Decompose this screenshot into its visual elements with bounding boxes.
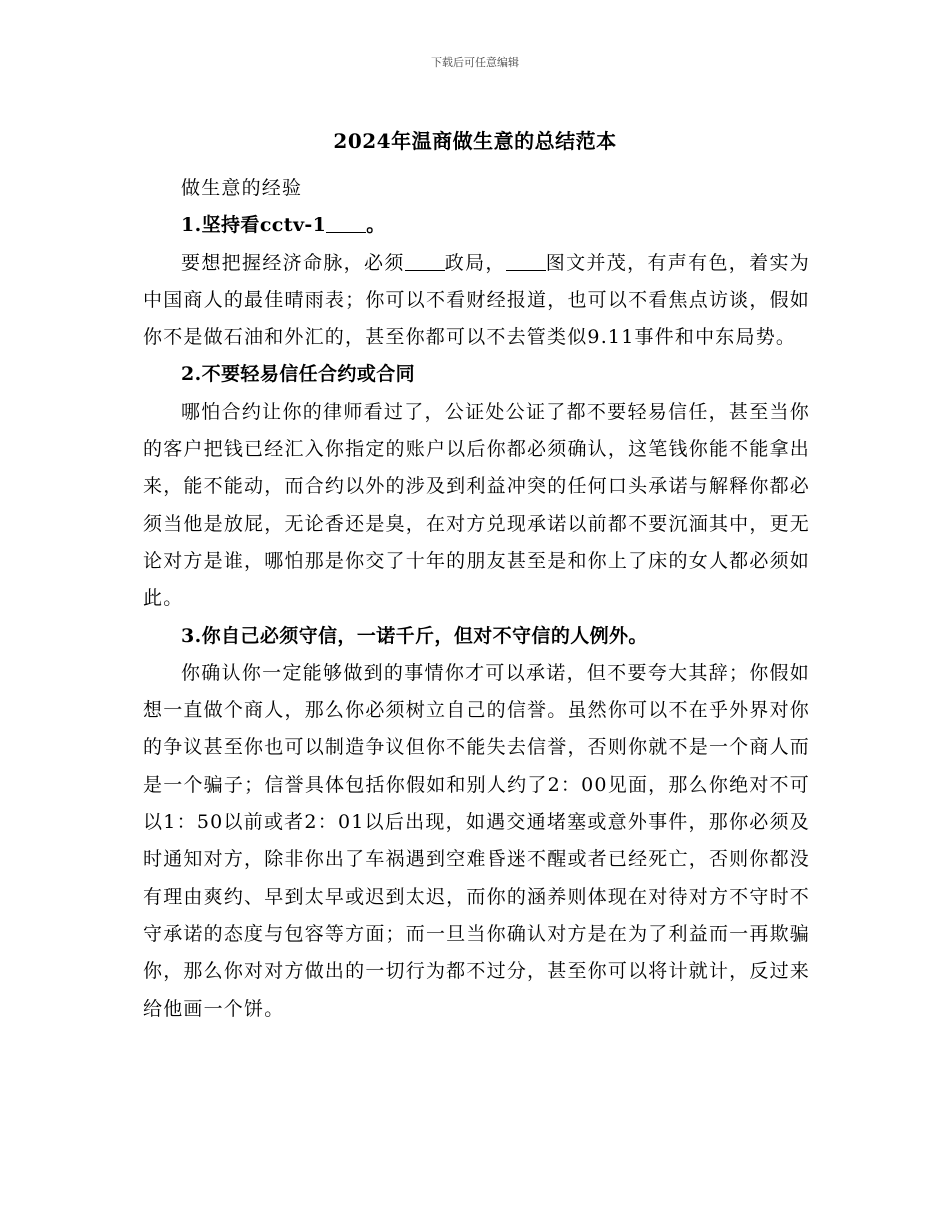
section-1-text-a: 要想把握经济命脉，必须 — [181, 251, 405, 274]
section-1-text-c: 图文并茂，有声有色，着实为中国商人的最佳晴雨表；你可以不看财经报道，也可以不看焦点访谈，假如你不是做石油和外汇的，甚至你都可以不去管类似9.11事件和中东局势。 — [143, 251, 811, 349]
section-1-heading — [143, 207, 810, 244]
document-title: 2024年温商做生意的总结范本 — [333, 129, 617, 153]
intro-paragraph: 做生意的经验 — [181, 177, 303, 199]
section-1-heading-end: 。 — [366, 214, 386, 237]
section-2-heading: 2.不要轻易信任合约或合同 — [181, 363, 416, 386]
section-3-heading: 3.你自己必须守信，一诺千斤，但对不守信的人例外。 — [181, 624, 648, 647]
section-1-heading-text: 1.坚持看cctv-1 — [181, 214, 327, 237]
blank-line — [506, 251, 546, 271]
blank-line — [405, 251, 445, 271]
section-1-paragraph — [143, 245, 810, 357]
blank-line — [326, 213, 366, 233]
section-2-paragraph: 哪怕合约让你的律师看过了，公证处公证了都不要轻易信任，甚至当你的客户把钱已经汇入你指定的账户以后你都必须确认，这笔钱你能不能拿出来，能不能动，而合约以外的涉及到利益冲突的任何口头承诺与解释你都必须当他是放屁，无论香还是臭，在对方兑现承诺以前都不要沉湎其中，更无论对方是谁，哪怕那是你交了十年的朋友甚至是和你上了床的女人都必须如此。 — [143, 400, 810, 610]
page-header-note: 下载后可任意编辑 — [431, 56, 519, 69]
section-1-text-b: 政局， — [444, 251, 506, 274]
section-3-paragraph: 你确认你一定能够做到的事情你才可以承诺，但不要夸大其辞；你假如想一直做个商人，那么你必须树立自己的信誉。虽然你可以不在乎外界对你的争议甚至你也可以制造争议但你不能失去信誉，否则你就不是一个商人而是一个骗子；信誉具体包括你假如和别人约了2：00见面，那么你绝对不可以1：50以前或者2：01以后出现，如遇交通堵塞或意外事件，那你必须及时通知对方，除非你出了车祸遇到空难昏迷不醒或者已经死亡，否则你都没有理由爽约、早到太早或迟到太迟，而你的涵养则体现在对待对方不守时不守承诺的态度与包容等方面；而一旦当你确认对方是在为了利益而一再欺骗你，那么你对对方做出的一切行为都不过分，甚至你可以将计就计，反过来给他画一个饼。 — [143, 661, 810, 1020]
document-body — [143, 170, 810, 1028]
